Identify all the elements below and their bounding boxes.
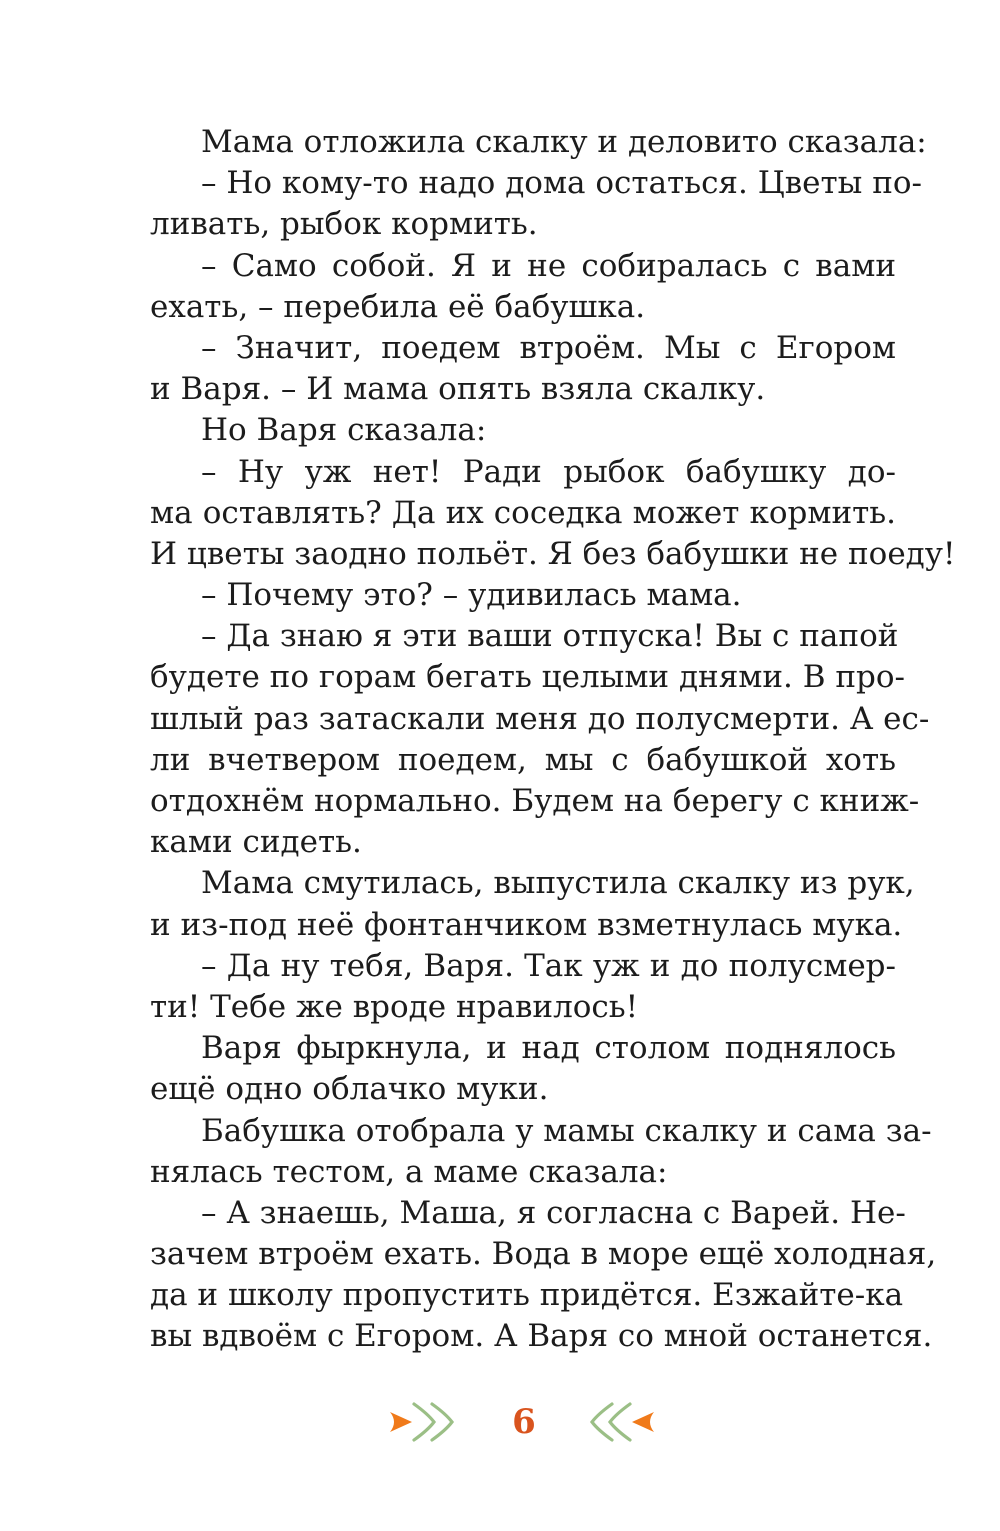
text-line: Но Варя сказала: (201, 412, 487, 449)
text-line: – Само собой. Я и не собиралась с вами (201, 247, 896, 284)
text-line: ещё одно облачко муки. (150, 1071, 549, 1108)
text-line: будете по горам бегать целыми днями. В про- (150, 659, 906, 696)
text-line: ли вчетвером поедем, мы с бабушкой хоть (150, 741, 896, 778)
text-line: – А знаешь, Маша, я согласна с Варей. Не- (201, 1194, 906, 1231)
text-line: Бабушка отобрала у мамы скалку и сама за- (201, 1112, 932, 1149)
text-line: – Ну уж нет! Ради рыбок бабушку до- (201, 453, 896, 490)
text-line: ливать, рыбок кормить. (150, 206, 538, 243)
text-line: шлый раз затаскали меня до полусмерти. А ес- (150, 700, 930, 737)
page-number: 6 (512, 1402, 536, 1442)
text-line: И цветы заодно польёт. Я без бабушки не поеду! (150, 535, 956, 572)
text-line: – Да знаю я эти ваши отпуска! Вы с папой (201, 618, 899, 655)
page-text (150, 122, 956, 1358)
left-ornament-icon (384, 1400, 464, 1444)
right-ornament-icon (580, 1400, 660, 1444)
text-line: и Варя. – И мама опять взяла скалку. (150, 371, 766, 408)
text-line: ма оставлять? Да их соседка может кормить. (150, 494, 896, 531)
text-line: – Значит, поедем втроём. Мы с Егором (201, 329, 896, 366)
text-line: ти! Тебе же вроде нравилось! (150, 988, 639, 1025)
text-line: – Но кому-то надо дома остаться. Цветы по- (201, 165, 923, 202)
text-line: и из-под неё фонтанчиком взметнулась мука. (150, 906, 903, 943)
text-line: да и школу пропустить придётся. Езжайте-ка (150, 1277, 904, 1314)
text-line: отдохнём нормально. Будем на берегу с книж- (150, 783, 920, 819)
text-line: – Да ну тебя, Варя. Так уж и до полусмер- (201, 947, 896, 984)
text-line: Мама отложила скалку и деловито сказала: (201, 124, 927, 160)
text-line: нялась тестом, а маме сказала: (150, 1153, 668, 1190)
text-line: ками сидеть. (150, 824, 362, 861)
text-line: Варя фыркнула, и над столом поднялось (201, 1030, 896, 1067)
text-line: вы вдвоём с Егором. А Варя со мной останется. (150, 1318, 933, 1355)
text-line: – Почему это? – удивилась мама. (201, 577, 742, 614)
text-line: зачем втроём ехать. Вода в море ещё холодная, (150, 1236, 937, 1273)
page-footer (0, 1392, 1000, 1452)
text-line: Мама смутилась, выпустила скалку из рук, (201, 865, 915, 902)
text-line: ехать, – перебила её бабушка. (150, 288, 646, 325)
